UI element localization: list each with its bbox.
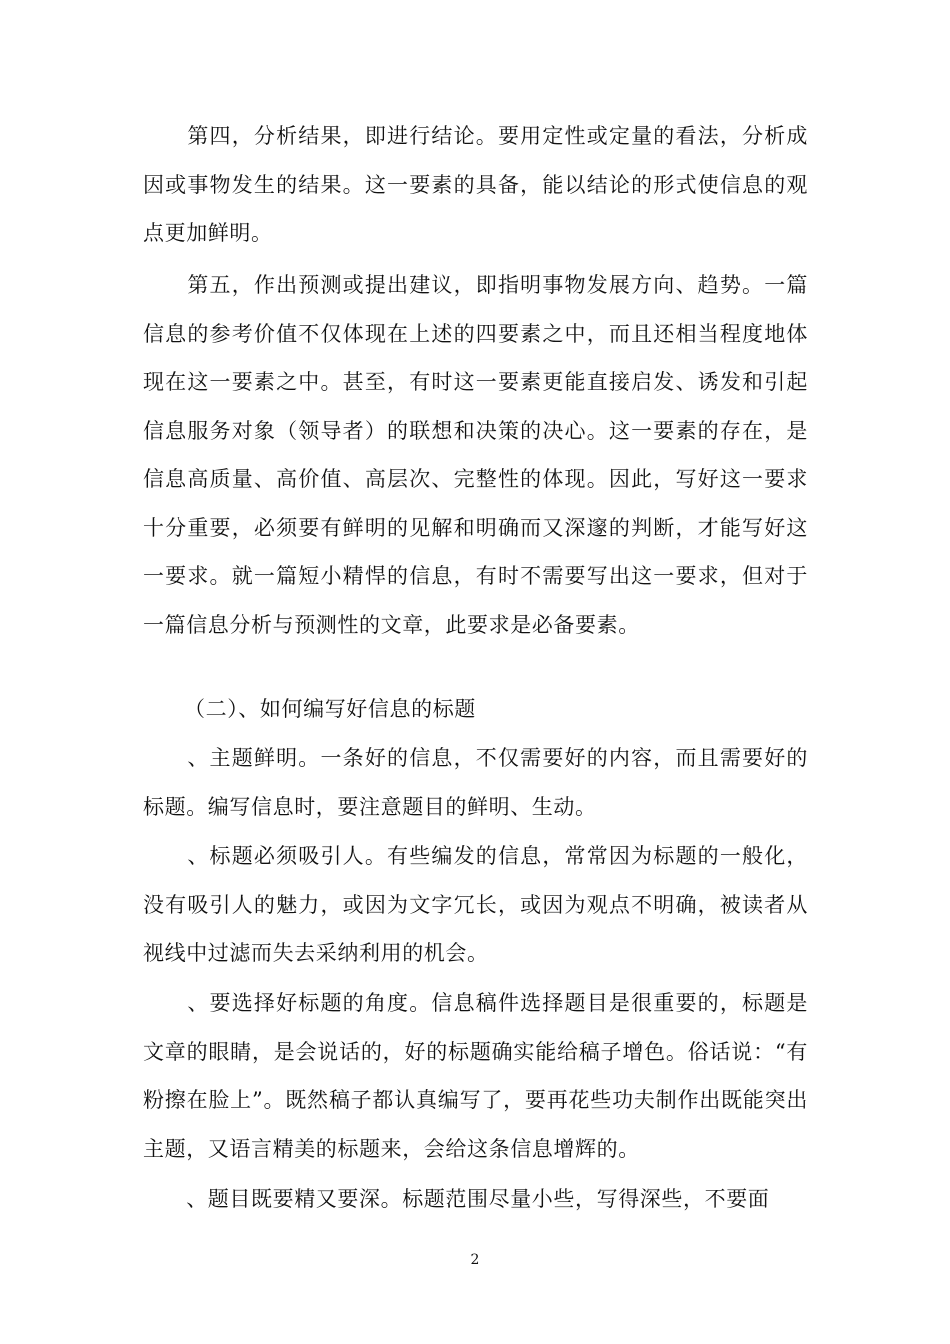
page-number: 2 bbox=[470, 1252, 480, 1268]
paragraph-fifth-point: 第五，作出预测或提出建议，即指明事物发展方向、趋势。一篇信息的参考价值不仅体现在上述的四要素之中，而且还相当程度地体现在这一要素之中。甚至，有时这一要素更能直接启发、诱发和引起信息服务对象（领导者）的联想和决策的决心。这一要素的存在，是信息高质量、高价值、高层次、完整性的体现。因此，写好这一要求十分重要，必须要有鲜明的见解和明确而又深邃的判断，才能写好这一要求。就一篇短小精悍的信息，有时不需要写出这一要求，但对于一篇信息分析与预测性的文章，此要求是必备要素。 bbox=[143, 273, 808, 637]
list-item-title-angle: 、要选择好标题的角度。信息稿件选择题目是很重要的，标题是文章的眼睛，是会说话的，好的标题确实能给稿子增色。俗话说：“有粉擦在脸上”。既然稿子都认真编写了，要再花些功夫制作出既能突出主题，又语言精美的标题来，会给这条信息增辉的。 bbox=[143, 991, 808, 1161]
list-item-attractive-title: 、标题必须吸引人。有些编发的信息，常常因为标题的一般化，没有吸引人的魅力，或因为文字冗长，或因为观点不明确，被读者从视线中过滤而失去采纳利用的机会。 bbox=[143, 844, 808, 965]
list-item-theme: 、主题鲜明。一条好的信息，不仅需要好的内容，而且需要好的标题。编写信息时，要注意题目的鲜明、生动。 bbox=[143, 746, 808, 819]
section-heading: （二）、如何编写好信息的标题 bbox=[184, 697, 476, 721]
list-item-precise-deep: 、题目既要精又要深。标题范围尽量小些，写得深些，不要面 bbox=[143, 1187, 770, 1211]
paragraph-fourth-point: 第四，分析结果，即进行结论。要用定性或定量的看法，分析成因或事物发生的结果。这一要素的具备，能以结论的形式使信息的观点更加鲜明。 bbox=[143, 124, 808, 245]
